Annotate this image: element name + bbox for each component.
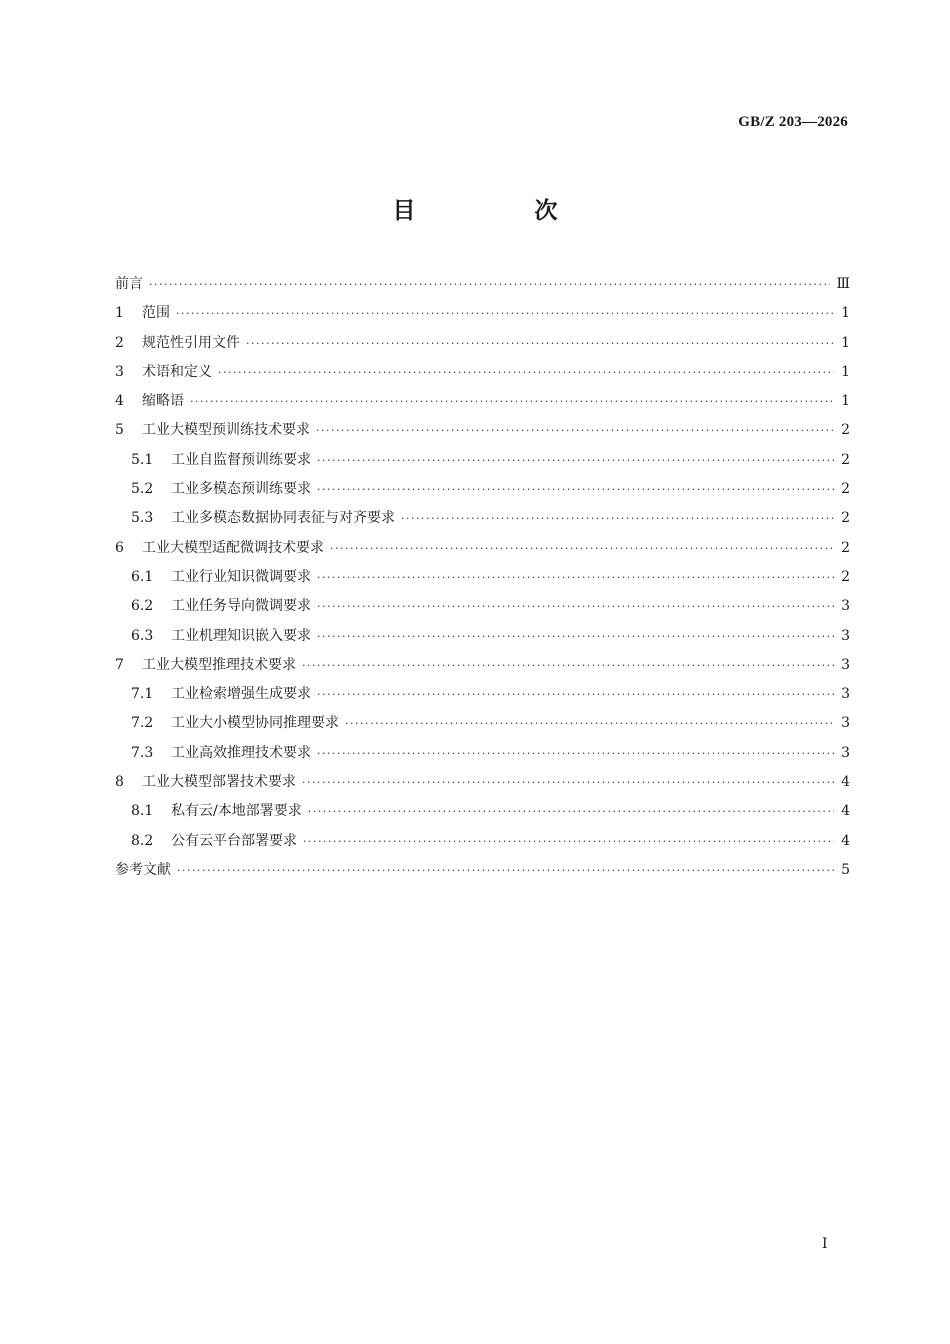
- toc-entry-page: 3: [841, 744, 850, 761]
- toc-entry-page: 1: [841, 305, 850, 322]
- toc-entry-label: 范围: [142, 305, 170, 322]
- toc-entry-number: 7.3: [131, 744, 154, 761]
- toc-leader-dots: [176, 299, 834, 328]
- toc-entry-page: 5: [841, 861, 850, 878]
- toc-entry-label: 工业大模型推理技术要求: [142, 656, 296, 673]
- toc-leader-dots: [303, 827, 834, 856]
- toc-entry-number: 8.1: [131, 803, 154, 820]
- toc-leader-dots: [149, 270, 830, 299]
- toc-entry-page: 1: [841, 393, 850, 410]
- toc-entry-number: 2: [115, 334, 124, 351]
- toc-entry[interactable]: [115, 651, 850, 680]
- toc-entry-label: 工业高效推理技术要求: [171, 744, 311, 761]
- toc-entry[interactable]: [115, 270, 850, 299]
- toc-leader-dots: [317, 446, 834, 475]
- toc-entry-page: 4: [841, 803, 850, 820]
- toc-entry[interactable]: [115, 709, 850, 738]
- toc-entry[interactable]: [115, 387, 850, 416]
- toc-leader-dots: [246, 329, 834, 358]
- toc-entry-page: Ⅲ: [836, 276, 850, 292]
- toc-leader-dots: [345, 709, 834, 738]
- toc-entry-page: 1: [841, 334, 850, 351]
- toc-entry-number: 6: [115, 539, 124, 556]
- toc-entry-number: 6.2: [131, 598, 154, 615]
- toc-entry-label: 参考文献: [115, 861, 171, 878]
- toc-entry[interactable]: [115, 534, 850, 563]
- toc-leader-dots: [317, 475, 834, 504]
- toc-leader-dots: [317, 680, 834, 709]
- toc-entry-number: 6.1: [131, 568, 154, 585]
- toc-entry-number: 5.2: [131, 481, 154, 498]
- toc-leader-dots: [302, 651, 834, 680]
- toc-entry[interactable]: [115, 563, 850, 592]
- toc-entry[interactable]: [115, 299, 850, 328]
- toc-entry-label: 缩略语: [142, 393, 184, 410]
- toc-entry-page: 2: [841, 539, 850, 556]
- toc-entry-number: 7: [115, 656, 124, 673]
- toc-entry-label: 工业机理知识嵌入要求: [171, 627, 311, 644]
- toc-entry[interactable]: [115, 622, 850, 651]
- toc-entry-label: 工业大模型预训练技术要求: [142, 422, 310, 439]
- toc-entry-page: 3: [841, 686, 850, 703]
- toc-entry-page: 2: [841, 568, 850, 585]
- toc-entry-label: 工业行业知识微调要求: [171, 568, 311, 585]
- toc-leader-dots: [302, 768, 834, 797]
- toc-entry[interactable]: [115, 797, 850, 826]
- toc-leader-dots: [317, 563, 834, 592]
- toc-leader-dots: [330, 534, 834, 563]
- toc-entry-number: 5.1: [131, 451, 154, 468]
- toc-leader-dots: [317, 622, 834, 651]
- toc-entry-number: 1: [115, 305, 124, 322]
- toc-entry[interactable]: [115, 358, 850, 387]
- toc-entry[interactable]: [115, 504, 850, 533]
- toc-leader-dots: [317, 739, 834, 768]
- toc-entry-label: 规范性引用文件: [142, 334, 240, 351]
- toc-entry-label: 公有云平台部署要求: [171, 832, 297, 849]
- toc-entry-page: 3: [841, 715, 850, 732]
- toc-entry-page: 2: [841, 422, 850, 439]
- page-number: Ⅰ: [822, 1236, 828, 1252]
- toc-entry-number: 7.1: [131, 686, 154, 703]
- table-of-contents: [115, 270, 850, 885]
- toc-entry[interactable]: [115, 768, 850, 797]
- page-title: 目 次: [392, 198, 606, 224]
- toc-leader-dots: [317, 592, 834, 621]
- toc-entry-label: 工业任务导向微调要求: [171, 598, 311, 615]
- toc-entry-label: 术语和定义: [142, 363, 212, 380]
- toc-leader-dots: [308, 797, 834, 826]
- toc-entry-number: 5.3: [131, 510, 154, 527]
- toc-entry-label: 工业多模态预训练要求: [171, 481, 311, 498]
- toc-entry-number: 6.3: [131, 627, 154, 644]
- toc-leader-dots: [190, 387, 834, 416]
- toc-entry[interactable]: [115, 856, 850, 885]
- toc-leader-dots: [218, 358, 834, 387]
- toc-entry-label: 工业大模型部署技术要求: [142, 774, 296, 791]
- toc-entry-number: 5: [115, 422, 124, 439]
- toc-entry-label: 工业大小模型协同推理要求: [171, 715, 339, 732]
- toc-entry-page: 2: [841, 481, 850, 498]
- toc-entry[interactable]: [115, 416, 850, 445]
- toc-entry-page: 4: [841, 832, 850, 849]
- toc-entry[interactable]: [115, 739, 850, 768]
- toc-leader-dots: [177, 856, 834, 885]
- toc-entry-label: 工业检索增强生成要求: [171, 686, 311, 703]
- toc-entry[interactable]: [115, 827, 850, 856]
- toc-entry[interactable]: [115, 680, 850, 709]
- toc-entry[interactable]: [115, 329, 850, 358]
- toc-entry-number: 8: [115, 774, 124, 791]
- toc-entry-page: 3: [841, 656, 850, 673]
- standard-code: GB/Z 203—2026: [738, 114, 848, 130]
- toc-entry-page: 2: [841, 451, 850, 468]
- toc-entry-page: 3: [841, 598, 850, 615]
- toc-entry[interactable]: [115, 446, 850, 475]
- toc-entry-number: 3: [115, 363, 124, 380]
- toc-entry-label: 工业大模型适配微调技术要求: [142, 539, 324, 556]
- toc-leader-dots: [316, 416, 834, 445]
- toc-entry[interactable]: [115, 592, 850, 621]
- toc-entry-page: 2: [841, 510, 850, 527]
- toc-entry-label: 工业多模态数据协同表征与对齐要求: [171, 510, 395, 527]
- toc-entry-page: 1: [841, 363, 850, 380]
- toc-leader-dots: [401, 504, 834, 533]
- toc-entry-number: 4: [115, 393, 124, 410]
- toc-entry-label: 私有云/本地部署要求: [171, 803, 302, 820]
- toc-entry-label: 工业自监督预训练要求: [171, 451, 311, 468]
- toc-entry-page: 3: [841, 627, 850, 644]
- toc-entry-page: 4: [841, 774, 850, 791]
- toc-entry-number: 7.2: [131, 715, 154, 732]
- toc-entry-label: 前言: [115, 276, 143, 292]
- toc-entry[interactable]: [115, 475, 850, 504]
- toc-entry-number: 8.2: [131, 832, 154, 849]
